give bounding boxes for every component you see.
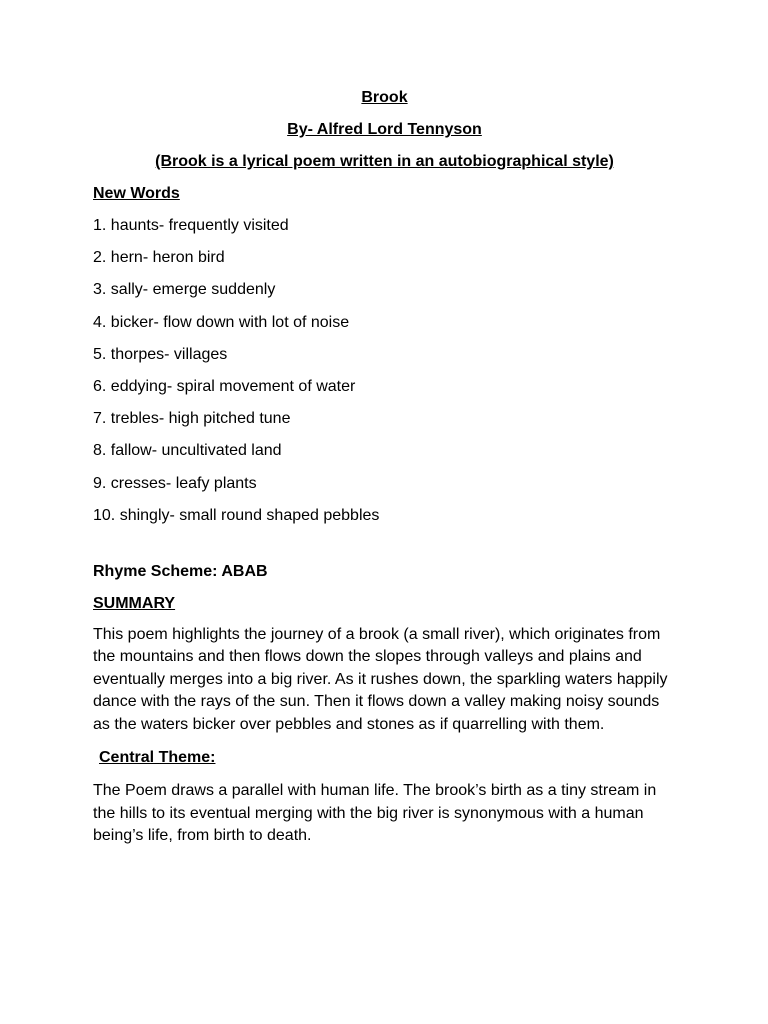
word-item: 10. shingly- small round shaped pebbles xyxy=(93,506,380,524)
summary-heading: SUMMARY xyxy=(93,594,176,612)
blank-line xyxy=(93,536,676,560)
summary-paragraph: This poem highlights the journey of a brook (a small river), which originates from the mountains and then flows down the slopes through valleys and plains and eventually merges into a big river. As it rushes down, the sparkling waters happily dance with the rays of the sun. Then it flows down a valley making noisy sounds as the waters bicker over pebbles and stones as if quarrelling with them. xyxy=(93,625,668,733)
central-theme-paragraph: The Poem draws a parallel with human life. The brook’s birth as a tiny stream in the hills to its eventual merging with the big river is synonymous with a human being’s life, from birth to death. xyxy=(93,782,657,845)
rhyme-scheme: Rhyme Scheme: ABAB xyxy=(93,562,268,580)
new-words-heading: New Words xyxy=(93,185,180,202)
central-theme-heading: Central Theme: xyxy=(99,749,216,767)
word-item: 2. hern- heron bird xyxy=(93,249,225,267)
word-item: 7. trebles- high pitched tune xyxy=(93,410,291,428)
document-title: Brook xyxy=(361,89,408,106)
document-page xyxy=(93,86,676,858)
word-item: 6. eddying- spiral movement of water xyxy=(93,377,356,395)
word-item: 9. cresses- leafy plants xyxy=(93,474,257,492)
word-item: 4. bicker- flow down with lot of noise xyxy=(93,313,350,331)
word-item: 1. haunts- frequently visited xyxy=(93,217,289,234)
new-words-list xyxy=(93,214,676,528)
word-item: 8. fallow- uncultivated land xyxy=(93,442,282,460)
word-item: 3. sally- emerge suddenly xyxy=(93,281,276,299)
word-item: 5. thorpes- villages xyxy=(93,345,228,363)
document-author: By- Alfred Lord Tennyson xyxy=(287,121,482,138)
document-subtitle: (Brook is a lyrical poem written in an autobiographical style) xyxy=(155,153,614,170)
